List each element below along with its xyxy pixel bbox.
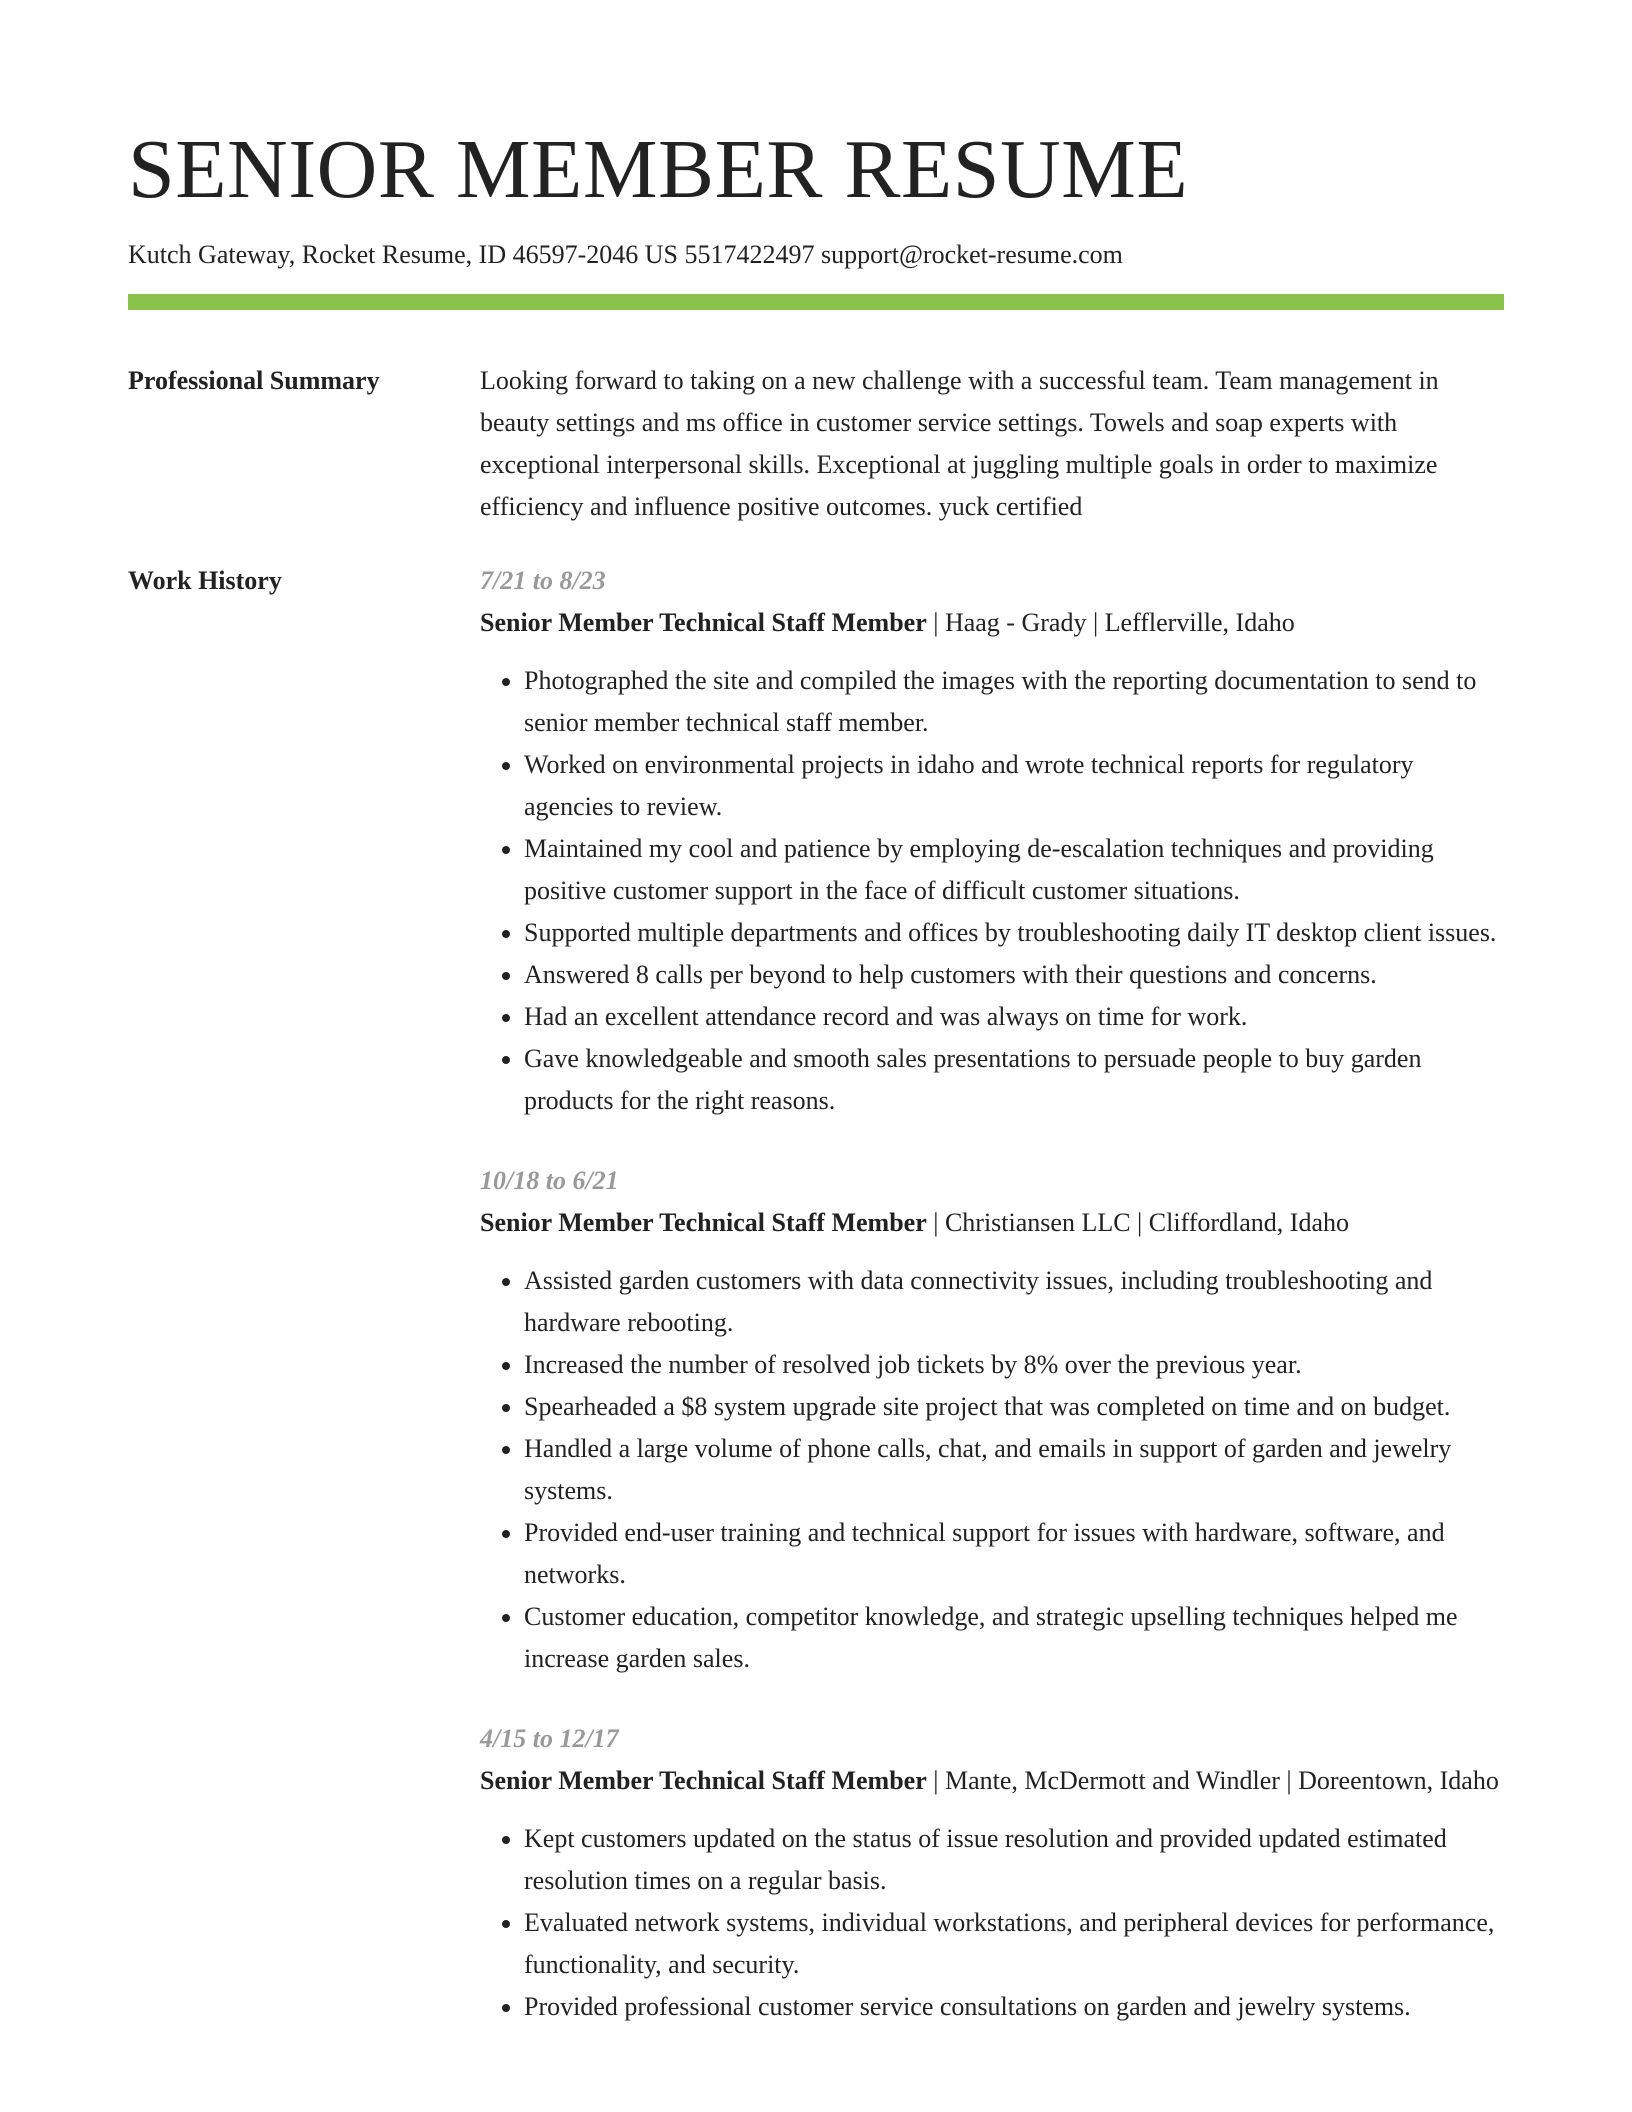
list-item: • Maintained my cool and patience by employing de-escalation techniques and providing positive customer support in the face of difficult customer situations. (524, 828, 1504, 912)
list-item: • Spearheaded a $8 system upgrade site project that was completed on time and on budget. (524, 1386, 1504, 1428)
job-heading (480, 1202, 1504, 1244)
job-title: Senior Member Technical Staff Member (480, 1207, 927, 1237)
list-item: • Provided professional customer service consultations on garden and jewelry systems. (524, 1986, 1504, 2028)
list-item: • Supported multiple departments and offices by troubleshooting daily IT desktop client issues. (524, 912, 1504, 954)
list-item: • Photographed the site and compiled the images with the reporting documentation to send to senior member technical staff member. (524, 660, 1504, 744)
list-item: • Evaluated network systems, individual workstations, and peripheral devices for performance, functionality, and security. (524, 1902, 1504, 1986)
job-date: 10/18 to 6/21 (480, 1165, 619, 1195)
job-entry (480, 1160, 1504, 1680)
list-item: • Increased the number of resolved job tickets by 8% over the previous year. (524, 1344, 1504, 1386)
list-item: • Had an excellent attendance record and was always on time for work. (524, 996, 1504, 1038)
summary-text: Looking forward to taking on a new challenge with a successful team. Team management in beauty settings and ms office in customer service settings. Towels and soap experts with exceptional interpersonal skills. Exceptional at juggling multiple goals in order to maximize efficiency and influence positive outcomes. yuck certified (480, 365, 1439, 521)
work-history-section (128, 560, 1504, 2066)
list-item: • Customer education, competitor knowledge, and strategic upselling techniques helped me increase garden sales. (524, 1596, 1504, 1680)
section-label-work: Work History (128, 565, 282, 595)
contact-line: Kutch Gateway, Rocket Resume, ID 46597-2046 US 5517422497 support@rocket-resume.com (128, 240, 1123, 269)
accent-divider (128, 294, 1504, 310)
job-bullets (480, 1818, 1504, 2028)
list-item: • Gave knowledgeable and smooth sales presentations to persuade people to buy garden products for the right reasons. (524, 1038, 1504, 1122)
job-details: | Christiansen LLC | Cliffordland, Idaho (926, 1207, 1350, 1237)
job-heading (480, 602, 1504, 644)
job-details: | Mante, McDermott and Windler | Doreentown, Idaho (926, 1765, 1499, 1795)
job-date: 7/21 to 8/23 (480, 565, 606, 595)
professional-summary-section (128, 360, 1504, 528)
list-item: • Worked on environmental projects in idaho and wrote technical reports for regulatory agencies to review. (524, 744, 1504, 828)
section-label-summary: Professional Summary (128, 365, 380, 395)
job-entry (480, 560, 1504, 1122)
resume-page (128, 0, 1504, 2066)
list-item: • Handled a large volume of phone calls, chat, and emails in support of garden and jewelry systems. (524, 1428, 1504, 1512)
list-item: • Assisted garden customers with data connectivity issues, including troubleshooting and hardware rebooting. (524, 1260, 1504, 1344)
resume-title: SENIOR MEMBER RESUME (128, 123, 1189, 216)
job-bullets (480, 1260, 1504, 1680)
list-item: • Answered 8 calls per beyond to help customers with their questions and concerns. (524, 954, 1504, 996)
job-heading (480, 1760, 1504, 1802)
work-history-list (480, 560, 1504, 2066)
job-entry (480, 1718, 1504, 2028)
list-item: • Provided end-user training and technical support for issues with hardware, software, and networks. (524, 1512, 1504, 1596)
list-item: • Kept customers updated on the status of issue resolution and provided updated estimated resolution times on a regular basis. (524, 1818, 1504, 1902)
job-title: Senior Member Technical Staff Member (480, 1765, 927, 1795)
job-bullets (480, 660, 1504, 1122)
job-title: Senior Member Technical Staff Member (480, 607, 927, 637)
job-details: | Haag - Grady | Lefflerville, Idaho (926, 607, 1295, 637)
job-date: 4/15 to 12/17 (480, 1723, 619, 1753)
